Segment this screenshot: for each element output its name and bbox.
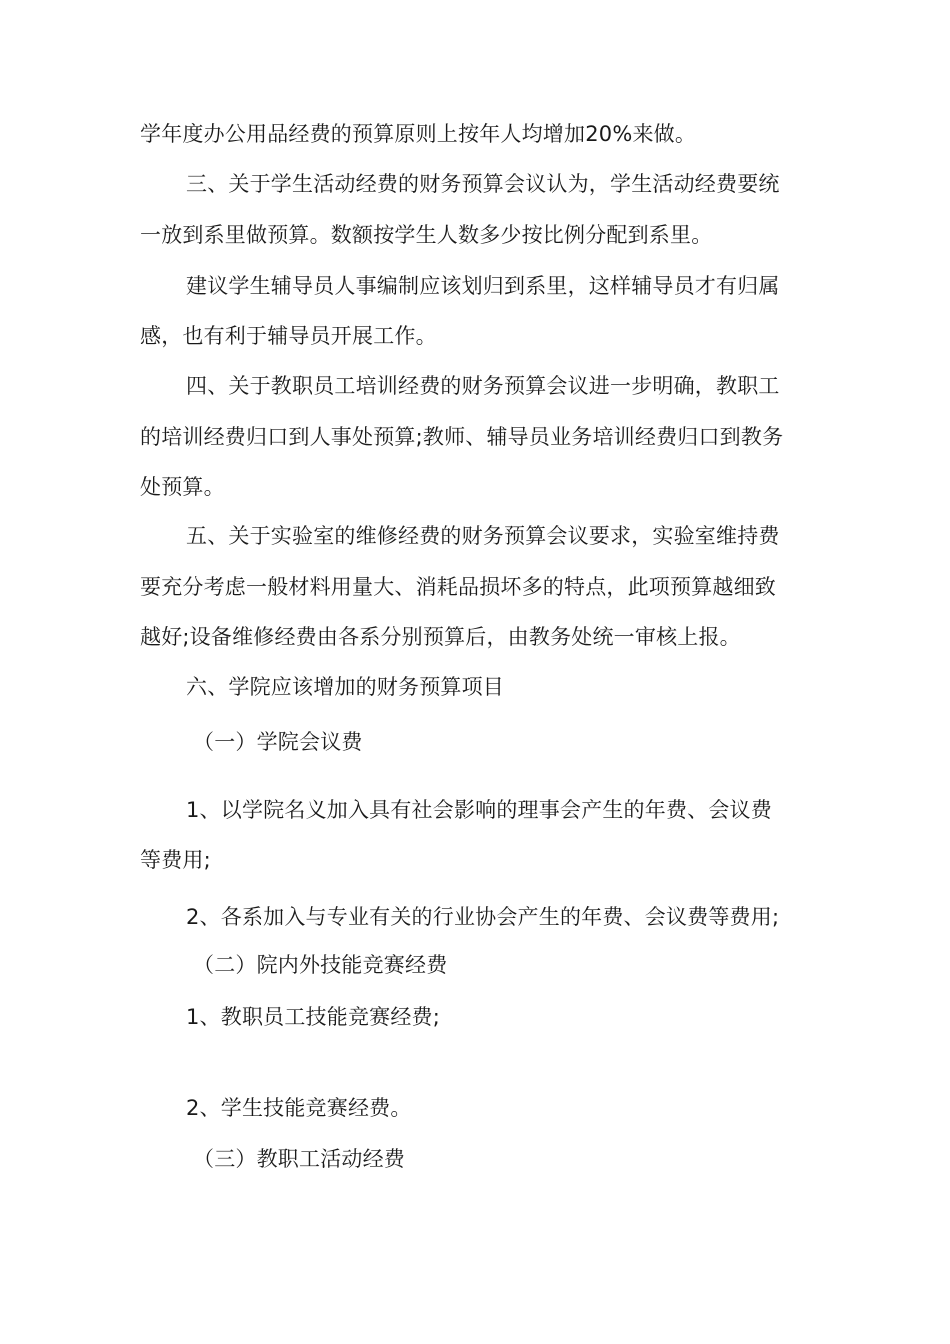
list-item: 1、以学院名义加入具有社会影响的理事会产生的年费、会议费	[186, 798, 772, 822]
paragraph-line: 一放到系里做预算。数额按学生人数多少按比例分配到系里。	[140, 223, 713, 247]
subsection-heading: （二）院内外技能竞赛经费	[193, 953, 448, 977]
paragraph-line: 越好;设备维修经费由各系分别预算后，由教务处统一审核上报。	[140, 625, 741, 649]
subsection-heading: （一）学院会议费	[193, 730, 363, 754]
paragraph-line: 建议学生辅导员人事编制应该划归到系里，这样辅导员才有归属	[186, 274, 780, 298]
paragraph-line: 要充分考虑一般材料用量大、消耗品损坏多的特点，此项预算越细致	[140, 575, 776, 599]
paragraph-line: 的培训经费归口到人事处预算;教师、辅导员业务培训经费归口到教务	[140, 425, 784, 449]
paragraph-line: 五、关于实验室的维修经费的财务预算会议要求，实验室维持费	[186, 524, 780, 548]
list-item-continuation: 等费用;	[140, 848, 211, 872]
list-item: 2、学生技能竞赛经费。	[186, 1096, 412, 1120]
paragraph-line: 学年度办公用品经费的预算原则上按年人均增加20%来做。	[140, 122, 697, 146]
paragraph-line: 四、关于教职员工培训经费的财务预算会议进一步明确，教职工	[186, 374, 780, 398]
list-item: 1、教职员工技能竞赛经费;	[186, 1005, 441, 1029]
paragraph-line: 处预算。	[140, 475, 225, 499]
paragraph-line: 三、关于学生活动经费的财务预算会议认为，学生活动经费要统	[186, 172, 780, 196]
paragraph-line: 感，也有利于辅导员开展工作。	[140, 324, 437, 348]
subsection-heading: （三）教职工活动经费	[193, 1147, 405, 1171]
section-heading: 六、学院应该增加的财务预算项目	[186, 675, 504, 699]
list-item: 2、各系加入与专业有关的行业协会产生的年费、会议费等费用;	[186, 905, 780, 929]
